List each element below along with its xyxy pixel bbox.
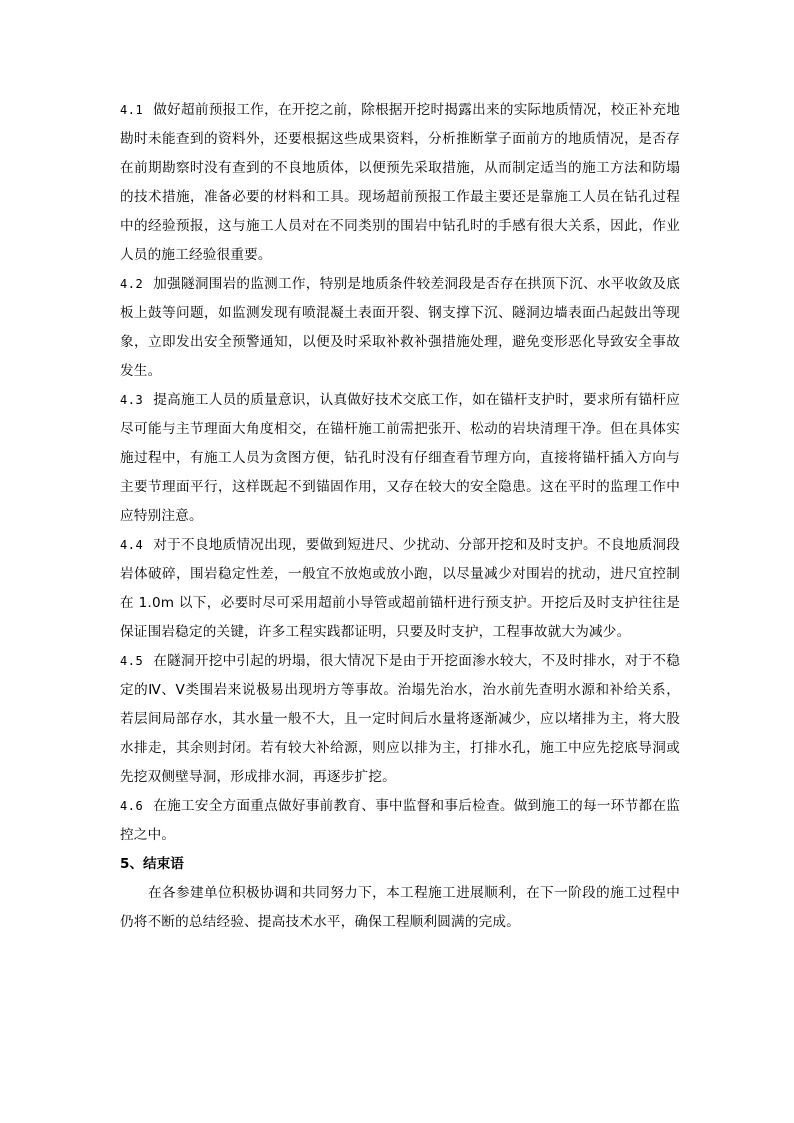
paragraph-4-5: [120, 647, 680, 792]
paragraph-number: 4.4: [120, 538, 144, 552]
document-page: [120, 96, 680, 937]
paragraph-text: 加强隧洞围岩的监测工作，特别是地质条件较差洞段是否存在拱顶下沉、水平收敛及底板上鼓等问题，如监测发现有喷混凝土表面开裂、钢支撑下沉、隧洞边墙表面凸起鼓出等现象，立即发出安全预警通知，以便及时采取补救补强措施处理，避免变形恶化导致安全事故发生。: [120, 276, 680, 379]
section-heading-conclusion: 5、结束语: [120, 856, 184, 872]
conclusion-paragraph: 在各参建单位积极协调和共同努力下，本工程施工进展顺利，在下一阶段的施工过程中仍将不断的总结经验、提高技术水平，确保工程顺利圆满的完成。: [120, 885, 680, 930]
paragraph-number: 4.1: [120, 103, 144, 117]
paragraph-4-6: [120, 792, 680, 850]
paragraph-text: 提高施工人员的质量意识，认真做好技术交底工作，如在锚杆支护时，要求所有锚杆应尽可能与主节理面大角度相交，在锚杆施工前需把张开、松动的岩块清理干净。但在具体实施过程中，有施工人员为贪图方便，钻孔时没有仔细查看节理方向，直接将锚杆插入方向与主要节理面平行，这样既起不到锚固作用，又存在较大的安全隐患。这在平时的监理工作中应特别注意。: [120, 392, 680, 524]
paragraph-4-1: [120, 96, 680, 270]
paragraph-number: 4.3: [120, 393, 144, 407]
paragraph-text: 在施工安全方面重点做好事前教育、事中监督和事后检查。做到施工的每一环节都在监控之中。: [120, 798, 680, 843]
paragraph-text: 做好超前预报工作，在开挖之前，除根据开挖时揭露出来的实际地质情况，校正补充地勘时未能查到的资料外，还要根据这些成果资料，分析推断掌子面前方的地质情况，是否存在前期勘察时没有查到的不良地质体，以便预先采取措施，从而制定适当的施工方法和防塌的技术措施，准备必要的材料和工具。现场超前预报工作最主要还是靠施工人员在钻孔过程中的经验预报，这与施工人员对在不同类别的围岩中钻孔时的手感有很大关系，因此，作业人员的施工经验很重要。: [120, 102, 680, 263]
paragraph-text: 在隧洞开挖中引起的坍塌，很大情况下是由于开挖面渗水较大，不及时排水，对于不稳定的Ⅳ、Ⅴ类围岩来说极易出现坍方等事故。治塌先治水，治水前先查明水源和补给关系，若层间局部存水，其水量一般不大，且一定时间后水量将逐渐减少，应以堵排为主，将大股水排走，其余则封闭。若有较大补给源，则应以排为主，打排水孔，施工中应先挖底导洞或先挖双侧壁导洞，形成排水洞，再逐步扩挖。: [120, 653, 680, 785]
paragraph-text: 对于不良地质情况出现，要做到短进尺、少扰动、分部开挖和及时支护。不良地质洞段岩体破碎，围岩稳定性差，一般宜不放炮或放小跑，以尽量减少对围岩的扰动，进尺宜控制在 1.0m 以下，必要时尽可采用超前小导管或超前锚杆进行预支护。开挖后及时支护往往是保证围岩稳定的关键，许多工程实践都证明，只要及时支护，工程事故就大为减少。: [120, 537, 680, 640]
paragraph-4-3: [120, 386, 680, 531]
paragraph-4-2: [120, 270, 680, 386]
paragraph-4-4: [120, 531, 680, 647]
paragraph-number: 4.5: [120, 654, 144, 668]
paragraph-number: 4.2: [120, 277, 144, 291]
paragraph-number: 4.6: [120, 799, 144, 813]
